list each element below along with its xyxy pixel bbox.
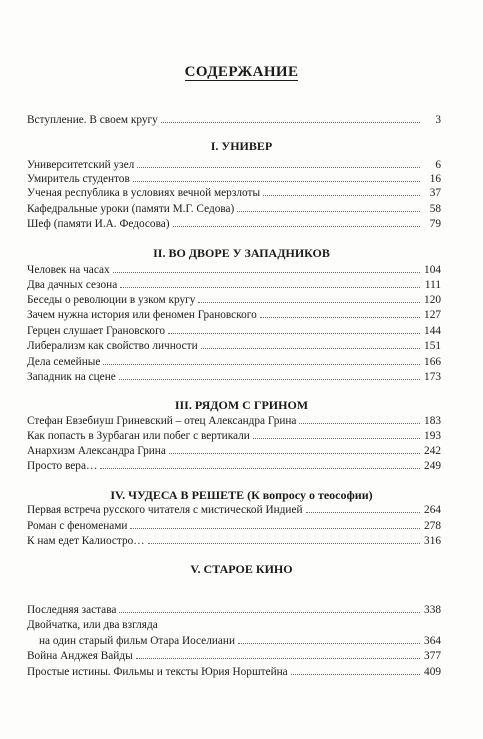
toc-entry <box>27 370 441 384</box>
toc-entry-page: 166 <box>424 356 441 368</box>
section-heading: II. ВО ДВОРЕ У ЗАПАДНИКОВ <box>153 246 330 260</box>
toc-entry-page: 111 <box>424 279 441 291</box>
dot-leader <box>299 423 420 424</box>
toc-entry-page: 120 <box>424 294 441 306</box>
toc-entry-first-line: Двойчатка, или два взгляда <box>27 619 158 631</box>
toc-entry-page: 249 <box>424 460 441 472</box>
dot-leader <box>238 643 420 644</box>
toc-entry-text: Простые истины. Фильмы и тексты Юрия Норштейна <box>27 666 288 678</box>
dot-leader <box>201 348 420 349</box>
toc-entry-text: Два дачных сезона <box>27 279 118 291</box>
dot-leader <box>173 226 420 227</box>
toc-entry-text: Беседы о революции в узком кругу <box>27 294 196 306</box>
toc-entry-text: Либерализм как свойство личности <box>27 340 198 352</box>
toc-entry-text: Шеф (памяти И.А. Федосова) <box>27 218 170 230</box>
dot-leader <box>148 543 420 544</box>
dot-leader <box>120 287 420 288</box>
toc-entry-page: 58 <box>429 203 441 215</box>
toc-entry <box>27 186 441 200</box>
toc-entry <box>27 202 441 216</box>
toc-entry <box>27 308 441 322</box>
toc-entry-text: Стефан Евзебиуш Гриневский – отец Александра Грина <box>27 415 297 427</box>
dot-leader <box>237 211 420 212</box>
toc-entry-text: Анархизм Александра Грина <box>27 445 166 457</box>
toc-entry-page: 173 <box>424 371 441 383</box>
toc-entry-page: 338 <box>424 604 441 616</box>
toc-entry-text: Вступление. В своем кругу <box>27 114 158 126</box>
toc-entry-page: 278 <box>424 520 441 532</box>
toc-entry <box>27 444 441 458</box>
dot-leader <box>113 272 420 273</box>
toc-entry-text: Ученая республика в условиях вечной мерзлоты <box>27 187 261 199</box>
toc-entry <box>27 278 441 292</box>
toc-entry-page: 127 <box>424 309 441 321</box>
toc-entry-text: Роман с феноменами <box>27 520 128 532</box>
toc-entry <box>27 649 441 663</box>
toc-entry-page: 151 <box>424 340 441 352</box>
toc-entry <box>27 172 441 186</box>
toc-entry <box>27 429 441 443</box>
toc-entry-page: 3 <box>435 114 441 126</box>
toc-entry-text: Кафедральные уроки (памяти М.Г. Седова) <box>27 203 235 215</box>
dot-leader <box>100 468 420 469</box>
toc-entry-text: Человек на часах <box>27 264 110 276</box>
toc-entry-text: К нам едет Калиостро… <box>27 535 145 547</box>
toc-entry <box>27 503 441 517</box>
dot-leader <box>133 181 420 182</box>
toc-entry <box>27 634 441 648</box>
toc-entry-page: 37 <box>429 187 441 199</box>
toc-entry-page: 144 <box>424 325 441 337</box>
toc-entry-text: Как попасть в Зурбаган или побег с вертикали <box>27 430 250 442</box>
toc-entry-page: 6 <box>435 159 441 171</box>
dot-leader <box>169 453 420 454</box>
toc-entry <box>27 534 441 548</box>
toc-entry-text: Последняя застава <box>27 604 117 616</box>
toc-entry-page: 316 <box>424 535 441 547</box>
toc-entry <box>27 519 441 533</box>
toc-entry <box>27 293 441 307</box>
dot-leader <box>263 195 420 196</box>
toc-entry <box>27 665 441 679</box>
toc-entry-text: Университетский узел <box>27 159 135 171</box>
dot-leader <box>198 302 420 303</box>
toc-entry <box>27 339 441 353</box>
section-heading: IV. ЧУДЕСА В РЕШЕТЕ (К вопросу о теософии) <box>110 488 373 502</box>
dot-leader <box>136 658 420 659</box>
dot-leader <box>119 612 420 613</box>
toc-entry <box>27 263 441 277</box>
section-heading: V. СТАРОЕ КИНО <box>190 562 293 576</box>
toc-entry-page: 104 <box>424 264 441 276</box>
toc-entry <box>27 414 441 428</box>
dot-leader <box>306 512 420 513</box>
section-heading: I. УНИВЕР <box>210 139 273 153</box>
toc-entry-page: 193 <box>424 430 441 442</box>
toc-entry-text: на один старый фильм Отара Иоселиани <box>39 635 235 647</box>
page-title: СОДЕРЖАНИЕ <box>184 64 299 80</box>
toc-entry-text: Просто вера… <box>27 460 98 472</box>
toc-entry <box>27 459 441 473</box>
toc-entry-text: Герцен слушает Грановского <box>27 325 166 337</box>
toc-entry-page: 183 <box>424 415 441 427</box>
toc-entry-text: Первая встреча русского читателя с мистической Индией <box>27 504 303 516</box>
dot-leader <box>130 528 420 529</box>
dot-leader <box>103 364 420 365</box>
toc-entry <box>27 324 441 338</box>
toc-entry <box>27 113 441 127</box>
toc-entry-page: 79 <box>429 218 441 230</box>
toc-entry-text: Война Анджея Вайды <box>27 650 133 662</box>
dot-leader <box>168 333 420 334</box>
toc-entry <box>27 603 441 617</box>
toc-entry-page: 364 <box>424 635 441 647</box>
dot-leader <box>260 317 420 318</box>
toc-entry-page: 242 <box>424 445 441 457</box>
dot-leader <box>291 674 420 675</box>
toc-entry-text: Зачем нужна история или феномен Грановского <box>27 309 257 321</box>
section-heading: III. РЯДОМ С ГРИНОМ <box>174 398 309 412</box>
toc-entry-text: Западник на сцене <box>27 371 116 383</box>
toc-entry <box>27 217 441 231</box>
toc-entry <box>27 355 441 369</box>
toc-entry-page: 377 <box>424 650 441 662</box>
dot-leader <box>253 438 420 439</box>
toc-entry-text: Умиритель студентов <box>27 173 130 185</box>
dot-leader <box>119 379 420 380</box>
toc-entry-text: Дела семейные <box>27 356 101 368</box>
toc-entry-page: 16 <box>429 173 441 185</box>
dot-leader <box>137 167 420 168</box>
dot-leader <box>161 122 420 123</box>
toc-entry-page: 409 <box>424 666 441 678</box>
toc-entry <box>27 158 441 172</box>
toc-entry-page: 264 <box>424 504 441 516</box>
